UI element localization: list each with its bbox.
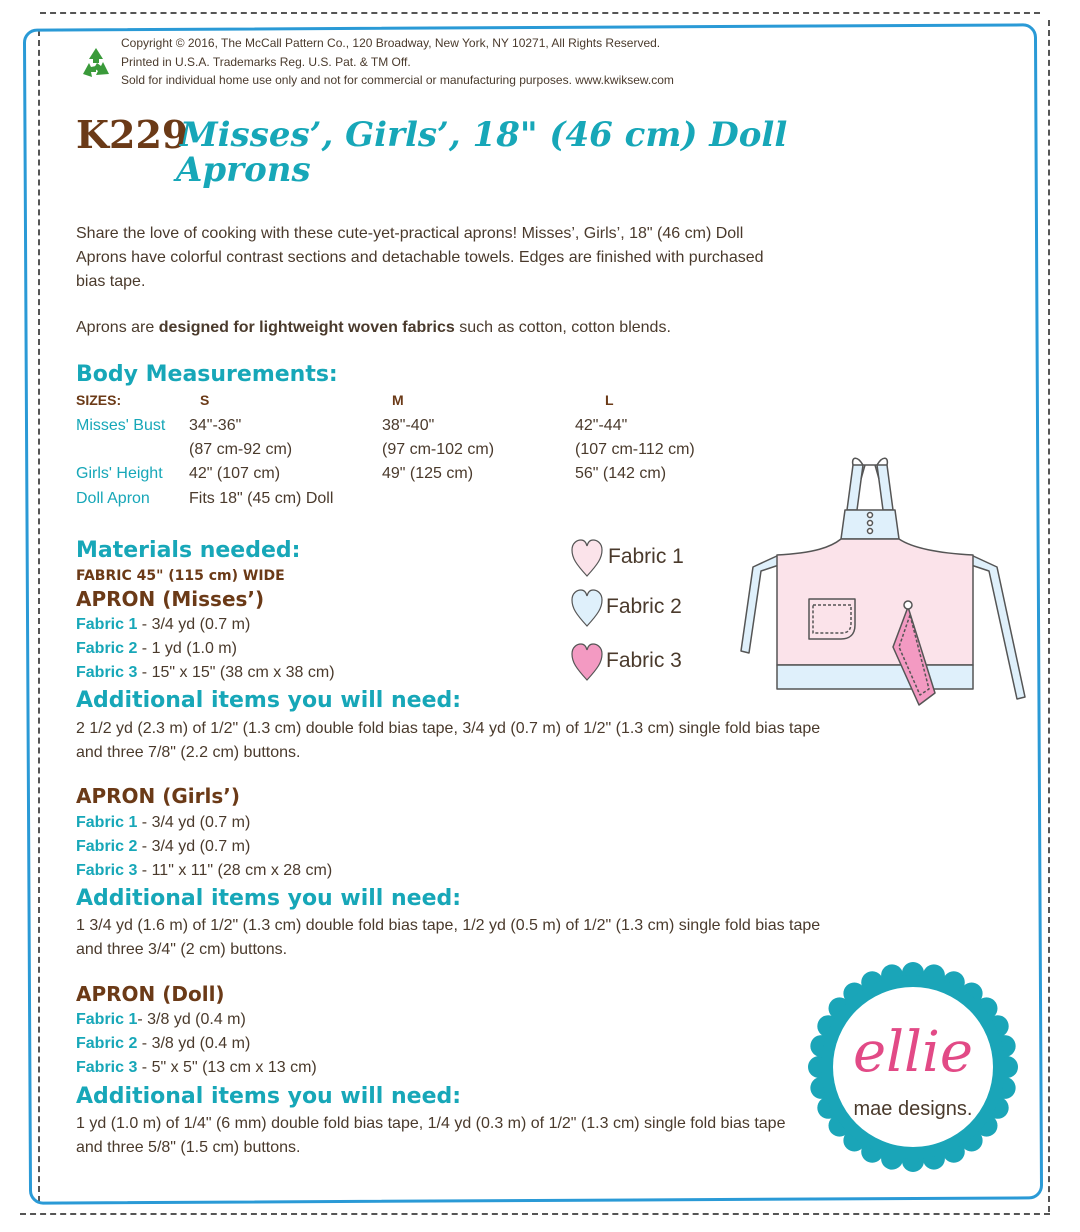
girls-fabric-2 — [76, 835, 250, 859]
heart-icon-fabric-3 — [570, 642, 604, 682]
height-label: Girls' Height — [76, 465, 163, 482]
doll-fabric-2-value: - 3/8 yd (0.4 m) — [137, 1035, 251, 1052]
girls-fabric-1 — [76, 811, 250, 835]
misses-additional-line-1: 2 1/2 yd (2.3 m) of 1/2" (1.3 cm) double fold bias tape, 3/4 yd (0.7 m) of 1/2" (1.3 cm) single fold bias tape — [76, 720, 821, 737]
pattern-code: K229 — [76, 112, 189, 157]
misses-fabric-1 — [76, 613, 250, 637]
heart-icon-fabric-1 — [570, 538, 604, 578]
fabric-rec-part-c: such as cotton, cotton blends. — [454, 319, 671, 336]
doll-fabric-3 — [76, 1056, 317, 1080]
misses-heading: APRON (Misses’) — [76, 587, 265, 611]
girls-fabric-2-value: - 3/4 yd (0.7 m) — [137, 838, 251, 855]
logo-subtitle: mae designs. — [853, 1098, 973, 1120]
intro-line-2: Aprons have colorful contrast sections and detachable towels. Edges are finished with purchased — [76, 249, 764, 266]
copyright-line-2: Printed in U.S.A. Trademarks Reg. U.S. Pat. & TM Off. — [121, 55, 411, 69]
doll-fabric-1 — [76, 1008, 246, 1032]
bust-l: 42"-44" — [575, 417, 628, 434]
girls-fabric-3-label: Fabric 3 — [76, 862, 138, 879]
cut-line-top — [40, 12, 1040, 14]
misses-fabric-1-label: Fabric 1 — [76, 616, 138, 633]
bust-label: Misses' Bust — [76, 417, 166, 434]
height-m: 49" (125 cm) — [382, 465, 474, 482]
misses-fabric-2 — [76, 637, 237, 661]
bust-s: 34"-36" — [189, 417, 242, 434]
copyright-line-3: Sold for individual home use only and not for commercial or manufacturing purposes. www.kwiksew.com — [121, 73, 674, 87]
size-s: S — [200, 392, 210, 408]
intro-line-3: bias tape. — [76, 273, 146, 290]
doll-fabric-3-value: - 5" x 5" (13 cm x 13 cm) — [137, 1059, 317, 1076]
height-s: 42" (107 cm) — [189, 465, 281, 482]
fabric-rec-bold: designed for lightweight woven fabrics — [158, 319, 455, 336]
ellie-mae-designs-logo — [808, 962, 1018, 1172]
doll-fabric-2 — [76, 1032, 250, 1056]
page-title-line-2: Aprons — [176, 150, 311, 190]
girls-fabric-1-value: - 3/4 yd (0.7 m) — [137, 814, 251, 831]
size-m: M — [392, 392, 404, 408]
misses-fabric-3-value: - 15" x 15" (38 cm x 38 cm) — [137, 664, 335, 681]
girls-additional-heading: Additional items you will need: — [76, 886, 462, 911]
height-l: 56" (142 cm) — [575, 465, 667, 482]
misses-additional-line-2: and three 7/8" (2.2 cm) buttons. — [76, 744, 301, 761]
bust-m-cm: (97 cm-102 cm) — [382, 441, 495, 458]
recycle-icon — [76, 44, 116, 84]
cut-line-right — [1048, 20, 1050, 1212]
doll-fabric-3-label: Fabric 3 — [76, 1059, 138, 1076]
misses-additional-heading: Additional items you will need: — [76, 688, 462, 713]
doll-additional-line-1: 1 yd (1.0 m) of 1/4" (6 mm) double fold bias tape, 1/4 yd (0.3 m) of 1/2" (1.3 cm) single fold bias tape — [76, 1115, 786, 1132]
bust-l-cm: (107 cm-112 cm) — [575, 441, 695, 458]
misses-fabric-3 — [76, 661, 335, 685]
doll-fabric-2-label: Fabric 2 — [76, 1035, 138, 1052]
doll-heading: APRON (Doll) — [76, 982, 225, 1006]
intro-line-1: Share the love of cooking with these cute-yet-practical aprons! Misses’, Girls’, 18" (46 cm) Doll — [76, 225, 744, 242]
girls-heading: APRON (Girls’) — [76, 784, 241, 808]
misses-fabric-3-label: Fabric 3 — [76, 664, 138, 681]
girls-fabric-2-label: Fabric 2 — [76, 838, 138, 855]
misses-fabric-1-value: - 3/4 yd (0.7 m) — [137, 616, 251, 633]
logo-word: ellie — [852, 1020, 973, 1085]
legend-fabric-1: Fabric 1 — [608, 545, 684, 568]
girls-fabric-3 — [76, 859, 332, 883]
cut-line-bottom — [20, 1213, 1050, 1215]
doll-fabric-1-label: Fabric 1 — [76, 1011, 138, 1028]
fabric-recommendation — [76, 316, 671, 340]
bust-s-cm: (87 cm-92 cm) — [189, 441, 293, 458]
fabric-rec-part-a: Aprons are — [76, 319, 159, 336]
misses-fabric-2-label: Fabric 2 — [76, 640, 138, 657]
bust-m: 38"-40" — [382, 417, 435, 434]
legend-fabric-2: Fabric 2 — [606, 595, 682, 618]
copyright-line-1: Copyright © 2016, The McCall Pattern Co., 120 Broadway, New York, NY 10271, All Rights Reserved. — [121, 36, 661, 50]
doll-value: Fits 18" (45 cm) Doll — [189, 490, 334, 507]
girls-additional-line-1: 1 3/4 yd (1.6 m) of 1/2" (1.3 cm) double fold bias tape, 1/2 yd (0.5 m) of 1/2" (1.3 cm) single fold bias tape — [76, 917, 821, 934]
doll-additional-heading: Additional items you will need: — [76, 1084, 462, 1109]
measurements-heading: Body Measurements: — [76, 362, 338, 387]
girls-fabric-1-label: Fabric 1 — [76, 814, 138, 831]
apron-illustration — [735, 455, 1035, 720]
page-title-line-1: Misses’, Girls’, 18" (46 cm) Doll — [180, 115, 788, 155]
doll-label: Doll Apron — [76, 490, 150, 507]
doll-additional-line-2: and three 5/8" (1.5 cm) buttons. — [76, 1139, 301, 1156]
doll-fabric-1-value: - 3/8 yd (0.4 m) — [137, 1011, 246, 1028]
heart-icon-fabric-2 — [570, 588, 604, 628]
girls-additional-line-2: and three 3/4" (2 cm) buttons. — [76, 941, 288, 958]
sizes-label: SIZES: — [76, 392, 122, 408]
girls-fabric-3-value: - 11" x 11" (28 cm x 28 cm) — [137, 862, 333, 879]
size-l: L — [605, 392, 614, 408]
materials-heading: Materials needed: — [76, 538, 301, 563]
misses-fabric-2-value: - 1 yd (1.0 m) — [137, 640, 237, 657]
legend-fabric-3: Fabric 3 — [606, 649, 682, 672]
fabric-width: FABRIC 45" (115 cm) WIDE — [76, 568, 285, 584]
